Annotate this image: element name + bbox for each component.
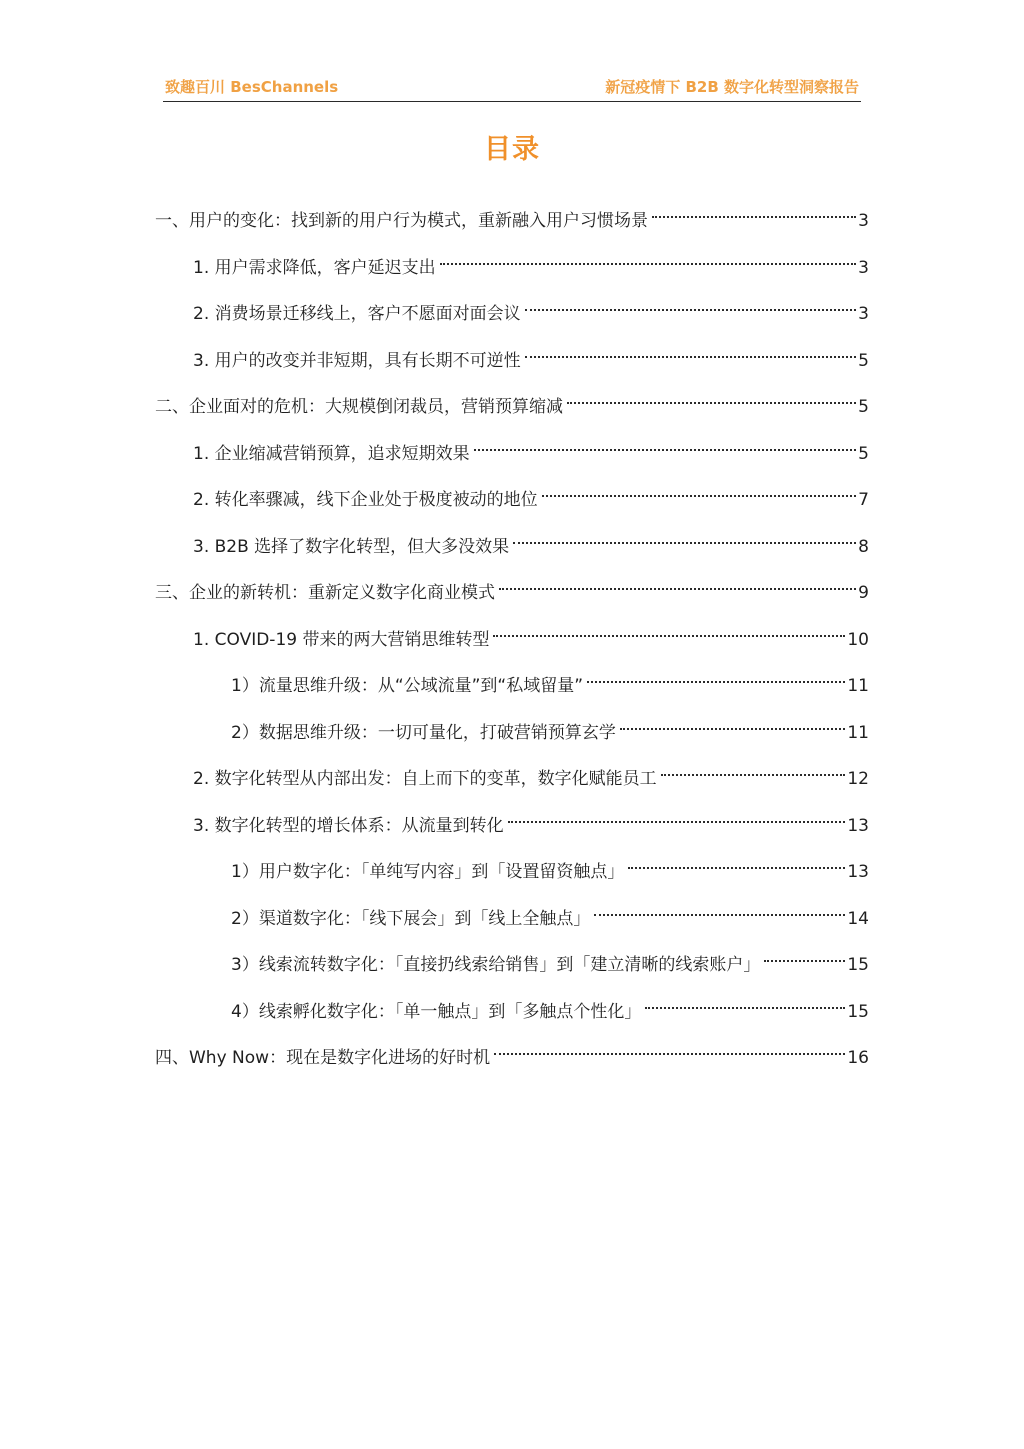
toc-entry-page: 10 xyxy=(847,630,869,650)
toc-entry-page: 5 xyxy=(858,351,869,371)
toc-entry[interactable] xyxy=(193,243,869,278)
toc-entry-page: 14 xyxy=(847,909,869,929)
toc-entry[interactable] xyxy=(193,336,869,371)
toc-entry[interactable] xyxy=(231,708,869,743)
toc-entry[interactable] xyxy=(193,475,869,510)
toc-entry[interactable] xyxy=(155,196,869,231)
toc-entry-label: 2. 消费场景迁移线上，客户不愿面对面会议 xyxy=(193,304,521,324)
toc-entry-page: 3 xyxy=(858,211,869,231)
toc-entry[interactable] xyxy=(193,615,869,650)
toc-entry[interactable] xyxy=(193,522,869,557)
toc-entry-page: 3 xyxy=(858,258,869,278)
toc-entry-page: 3 xyxy=(858,304,869,324)
dot-leader xyxy=(440,243,857,273)
dot-leader xyxy=(513,522,856,552)
toc-entry[interactable] xyxy=(231,987,869,1022)
toc-entry-page: 13 xyxy=(847,816,869,836)
dot-leader xyxy=(474,429,857,459)
toc-entry-page: 5 xyxy=(858,444,869,464)
dot-leader xyxy=(499,568,856,598)
toc-entry[interactable] xyxy=(231,940,869,975)
toc-entry-page: 15 xyxy=(847,1002,869,1022)
toc-entry[interactable] xyxy=(193,801,869,836)
dot-leader xyxy=(525,336,857,366)
toc-entry[interactable] xyxy=(155,1033,869,1068)
dot-leader xyxy=(620,708,846,738)
toc-entry[interactable] xyxy=(231,894,869,929)
toc-entry[interactable] xyxy=(193,754,869,789)
toc-entry-label: 3. 数字化转型的增长体系：从流量到转化 xyxy=(193,816,504,836)
dot-leader xyxy=(494,1033,845,1063)
dot-leader xyxy=(661,754,846,784)
page-header xyxy=(163,76,861,98)
toc-entry-label: 2）渠道数字化：「线下展会」到「线上全触点」 xyxy=(231,909,591,929)
toc-entry[interactable] xyxy=(155,568,869,603)
toc-entry-label: 1. 企业缩减营销预算，追求短期效果 xyxy=(193,444,470,464)
toc-entry-label: 4）线索孵化数字化：「单一触点」到「多触点个性化」 xyxy=(231,1002,642,1022)
toc-entry-page: 5 xyxy=(858,397,869,417)
toc-entry-label: 1. COVID-19 带来的两大营销思维转型 xyxy=(193,630,490,650)
toc-entry-label: 3. 用户的改变并非短期，具有长期不可逆性 xyxy=(193,351,521,371)
toc-entry-page: 11 xyxy=(847,723,869,743)
toc-entry-page: 15 xyxy=(847,955,869,975)
toc-entry-label: 四、Why Now：现在是数字化进场的好时机 xyxy=(155,1048,491,1068)
toc-entry-label: 1. 用户需求降低，客户延迟支出 xyxy=(193,258,436,278)
dot-leader xyxy=(493,615,845,645)
toc-entry-label: 3）线索流转数字化：「直接扔线索给销售」到「建立清晰的线索账户」 xyxy=(231,955,761,975)
dot-leader xyxy=(587,661,845,691)
toc-entry-label: 三、企业的新转机：重新定义数字化商业模式 xyxy=(155,583,495,603)
toc-entry-page: 8 xyxy=(858,537,869,557)
toc-entry[interactable] xyxy=(231,661,869,696)
toc-entry-label: 一、用户的变化：找到新的用户行为模式，重新融入用户习惯场景 xyxy=(155,211,648,231)
toc-title: 目录 xyxy=(484,134,540,165)
dot-leader xyxy=(508,801,846,831)
toc-entry-page: 11 xyxy=(847,676,869,696)
dot-leader xyxy=(652,196,856,226)
dot-leader xyxy=(645,987,845,1017)
dot-leader xyxy=(594,894,845,924)
dot-leader xyxy=(628,847,845,877)
header-divider xyxy=(163,101,861,102)
dot-leader xyxy=(567,382,856,412)
toc-entry[interactable] xyxy=(193,429,869,464)
toc-entry-label: 2. 数字化转型从内部出发：自上而下的变革，数字化赋能员工 xyxy=(193,769,657,789)
toc-entry[interactable] xyxy=(231,847,869,882)
header-report-title: 新冠疫情下 B2B 数字化转型洞察报告 xyxy=(605,78,859,96)
toc-entry-page: 9 xyxy=(858,583,869,603)
toc-entry[interactable] xyxy=(155,382,869,417)
toc-entry-page: 16 xyxy=(847,1048,869,1068)
toc-entry-label: 2）数据思维升级：一切可量化，打破营销预算玄学 xyxy=(231,723,616,743)
toc-entry-label: 2. 转化率骤减，线下企业处于极度被动的地位 xyxy=(193,490,538,510)
toc-entry-page: 7 xyxy=(858,490,869,510)
toc-entry-label: 二、企业面对的危机：大规模倒闭裁员，营销预算缩减 xyxy=(155,397,563,417)
header-brand: 致趣百川 BesChannels xyxy=(165,78,339,96)
toc-entry[interactable] xyxy=(193,289,869,324)
dot-leader xyxy=(525,289,857,319)
toc-entry-label: 3. B2B 选择了数字化转型，但大多没效果 xyxy=(193,537,510,557)
toc-entry-page: 13 xyxy=(847,862,869,882)
toc-entry-page: 12 xyxy=(847,769,869,789)
toc-entry-label: 1）用户数字化：「单纯写内容」到「设置留资触点」 xyxy=(231,862,625,882)
dot-leader xyxy=(764,940,845,970)
dot-leader xyxy=(542,475,857,505)
toc-entry-label: 1）流量思维升级：从“公域流量”到“私域留量” xyxy=(231,676,584,696)
